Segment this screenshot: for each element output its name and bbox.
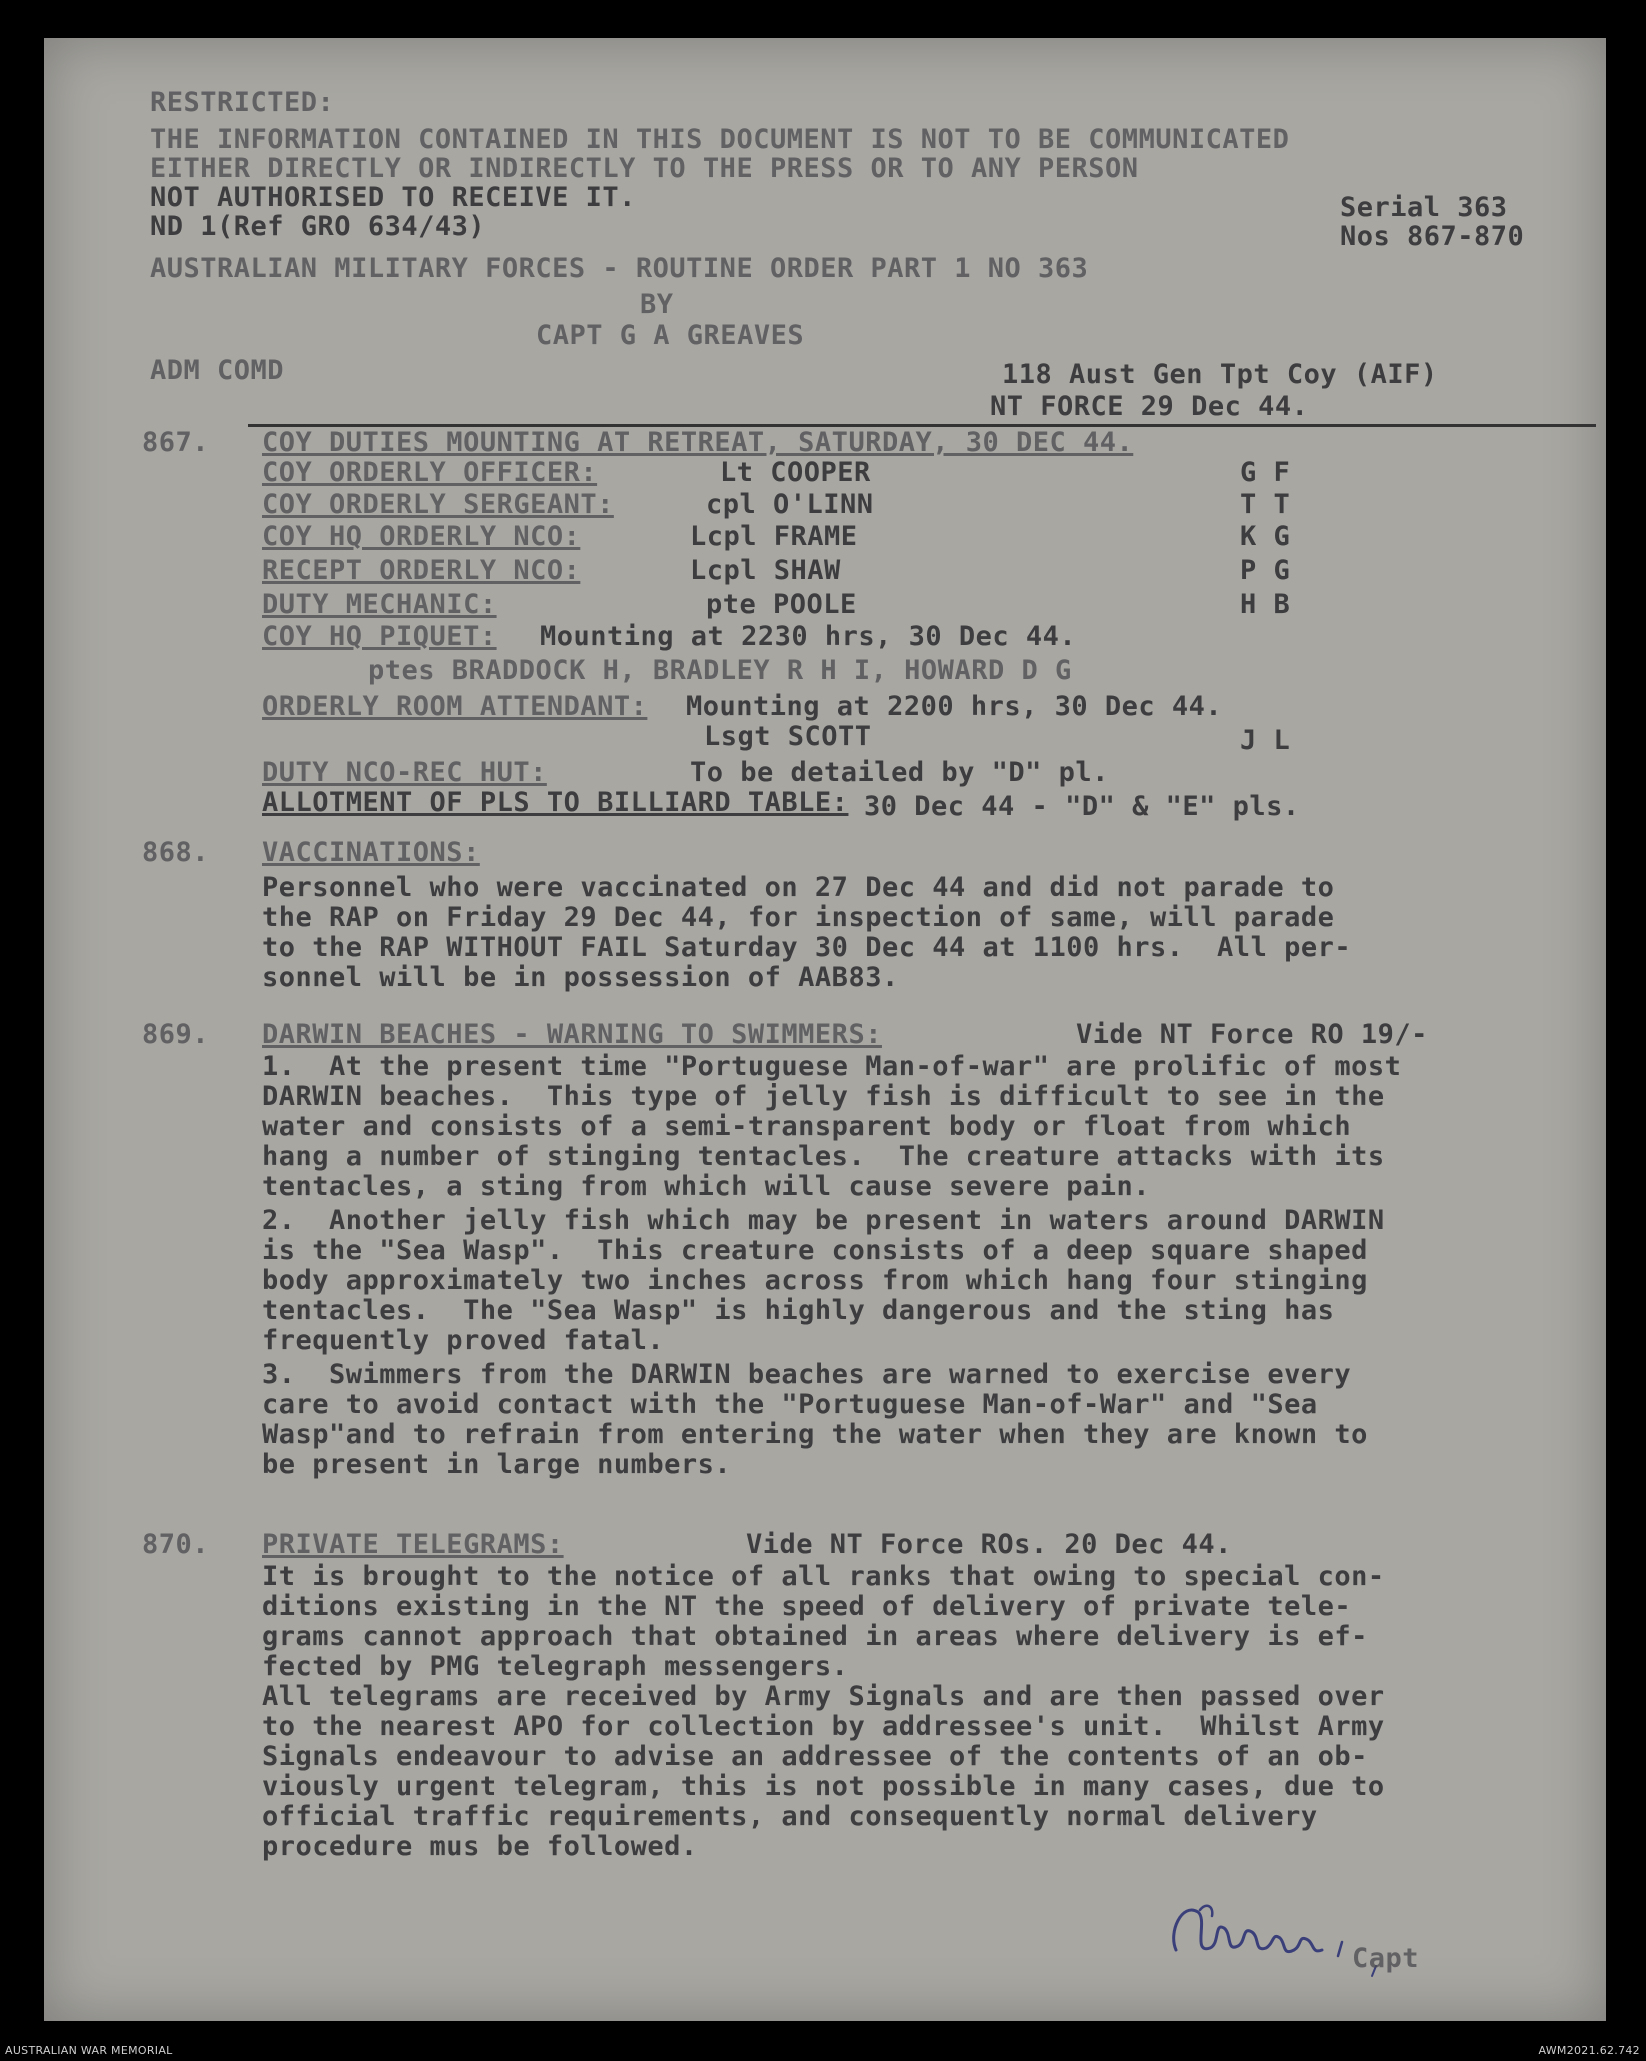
item-870-heading: PRIVATE TELEGRAMS: <box>262 1529 564 1560</box>
serial-number: Serial 363 <box>1340 192 1508 223</box>
item-870-line: viously urgent telegram, this is not possible in many cases, due to <box>262 1771 1385 1802</box>
duty-name: cpl O'LINN <box>706 489 874 520</box>
item-869-line: 1. At the present time "Portuguese Man-of-war" are prolific of most <box>262 1051 1402 1082</box>
item-870-line: Signals endeavour to advise an addressee of the contents of an ob- <box>262 1741 1368 1772</box>
document-title: AUSTRALIAN MILITARY FORCES - ROUTINE ORDER PART 1 NO 363 <box>150 253 1089 284</box>
item-870-number: 870. <box>142 1529 210 1560</box>
commander-name: CAPT G A GREAVES <box>536 320 805 351</box>
duty-role: COY HQ ORDERLY NCO: <box>262 521 581 552</box>
restricted-label: RESTRICTED: <box>150 87 335 118</box>
orderly-room-time: Mounting at 2200 hrs, 30 Dec 44. <box>686 691 1223 722</box>
item-870-vide: Vide NT Force ROs. 20 Dec 44. <box>746 1529 1232 1560</box>
item-869-line: tentacles. The "Sea Wasp" is highly dangerous and the sting has <box>262 1295 1335 1326</box>
signature-rank: Capt <box>1352 1943 1420 1974</box>
item-870-line: All telegrams are received by Army Signals and are then passed over <box>262 1681 1385 1712</box>
item-867-heading: COY DUTIES MOUNTING AT RETREAT, SATURDAY, 30 DEC 44. <box>262 427 1134 458</box>
item-869-vide: Vide NT Force RO 19/- <box>1076 1019 1428 1050</box>
order-numbers: Nos 867-870 <box>1340 221 1525 252</box>
billiard-text: 30 Dec 44 - "D" & "E" pls. <box>864 791 1300 822</box>
unit-name: 118 Aust Gen Tpt Coy (AIF) <box>1002 359 1438 390</box>
item-870-line: It is brought to the notice of all ranks that owing to special con- <box>262 1561 1385 1592</box>
item-869-heading: DARWIN BEACHES - WARNING TO SWIMMERS: <box>262 1019 882 1050</box>
restriction-notice-line-3: NOT AUTHORISED TO RECEIVE IT. <box>150 182 636 213</box>
item-869-line: DARWIN beaches. This type of jelly fish is difficult to see in the <box>262 1081 1385 1112</box>
force-date: NT FORCE 29 Dec 44. <box>990 391 1309 422</box>
item-867-number: 867. <box>142 427 210 458</box>
item-869-line: Wasp"and to refrain from entering the water when they are known to <box>262 1419 1368 1450</box>
item-868-line: to the RAP WITHOUT FAIL Saturday 30 Dec 44 at 1100 hrs. All per- <box>262 932 1352 963</box>
rec-hut-role: DUTY NCO-REC HUT: <box>262 757 547 788</box>
duty-role: DUTY MECHANIC: <box>262 589 497 620</box>
picquet-role: COY HQ PIQUET: <box>262 621 497 652</box>
duty-initials: P G <box>1240 555 1291 586</box>
item-869-line: hang a number of stinging tentacles. The creature attacks with its <box>262 1141 1385 1172</box>
duty-name: pte POOLE <box>706 589 857 620</box>
duty-name: Lcpl FRAME <box>690 521 858 552</box>
item-870-line: fected by PMG telegraph messengers. <box>262 1651 849 1682</box>
item-868-line: Personnel who were vaccinated on 27 Dec 44 and did not parade to <box>262 872 1335 903</box>
item-870-line: procedure mus be followed. <box>262 1831 698 1862</box>
item-870-line: grams cannot approach that obtained in areas where delivery is ef- <box>262 1621 1368 1652</box>
item-868-line: sonnel will be in possession of AAB83. <box>262 962 899 993</box>
item-868-line: the RAP on Friday 29 Dec 44, for inspection of same, will parade <box>262 902 1335 933</box>
item-868-number: 868. <box>142 837 210 868</box>
duty-initials: H B <box>1240 589 1291 620</box>
item-869-line: 2. Another jelly fish which may be present in waters around DARWIN <box>262 1205 1385 1236</box>
duty-initials: T T <box>1240 489 1291 520</box>
item-870-line: official traffic requirements, and consequently normal delivery <box>262 1801 1318 1832</box>
adm-comd-label: ADM COMD <box>150 355 285 386</box>
duty-initials: G F <box>1240 457 1291 488</box>
picquet-names: ptes BRADDOCK H, BRADLEY R H I, HOWARD D G <box>368 655 1072 686</box>
duty-name: Lcpl SHAW <box>690 555 841 586</box>
billiard-role: ALLOTMENT OF PLS TO BILLIARD TABLE: <box>262 787 849 818</box>
item-869-number: 869. <box>142 1019 210 1050</box>
item-869-line: body approximately two inches across from which hang four stinging <box>262 1265 1368 1296</box>
item-869-line: frequently proved fatal. <box>262 1325 665 1356</box>
rec-hut-text: To be detailed by "D" pl. <box>690 757 1109 788</box>
orderly-room-name: Lsgt SCOTT <box>704 721 872 752</box>
archive-credit: AUSTRALIAN WAR MEMORIAL <box>5 2044 173 2057</box>
item-869-line: care to avoid contact with the "Portuguese Man-of-War" and "Sea <box>262 1389 1318 1420</box>
item-870-line: to the nearest APO for collection by addressee's unit. Whilst Army <box>262 1711 1385 1742</box>
orderly-room-role: ORDERLY ROOM ATTENDANT: <box>262 691 648 722</box>
archive-reference: AWM2021.62.742 <box>1538 2044 1640 2057</box>
item-869-line: 3. Swimmers from the DARWIN beaches are warned to exercise every <box>262 1359 1352 1390</box>
duty-initials: K G <box>1240 521 1291 552</box>
duty-role: COY ORDERLY SERGEANT: <box>262 489 614 520</box>
item-869-line: tentacles, a sting from which will cause severe pain. <box>262 1171 1151 1202</box>
item-869-line: be present in large numbers. <box>262 1449 732 1480</box>
duty-role: COY ORDERLY OFFICER: <box>262 457 598 488</box>
item-870-line: ditions existing in the NT the speed of delivery of private tele- <box>262 1591 1352 1622</box>
reference-line: ND 1(Ref GRO 634/43) <box>150 211 486 242</box>
restriction-notice-line-1: THE INFORMATION CONTAINED IN THIS DOCUMENT IS NOT TO BE COMMUNICATED <box>150 124 1290 155</box>
duty-role: RECEPT ORDERLY NCO: <box>262 555 581 586</box>
item-869-line: is the "Sea Wasp". This creature consists of a deep square shaped <box>262 1235 1368 1266</box>
restriction-notice-line-2: EITHER DIRECTLY OR INDIRECTLY TO THE PRESS OR TO ANY PERSON <box>150 153 1139 184</box>
duty-name: Lt COOPER <box>720 457 871 488</box>
item-869-line: water and consists of a semi-transparent body or float from which <box>262 1111 1352 1142</box>
by-label: BY <box>640 289 674 320</box>
item-868-heading: VACCINATIONS: <box>262 837 480 868</box>
picquet-time: Mounting at 2230 hrs, 30 Dec 44. <box>540 621 1077 652</box>
handwritten-signature <box>1162 1872 1422 1992</box>
orderly-room-initials: J L <box>1240 725 1291 756</box>
